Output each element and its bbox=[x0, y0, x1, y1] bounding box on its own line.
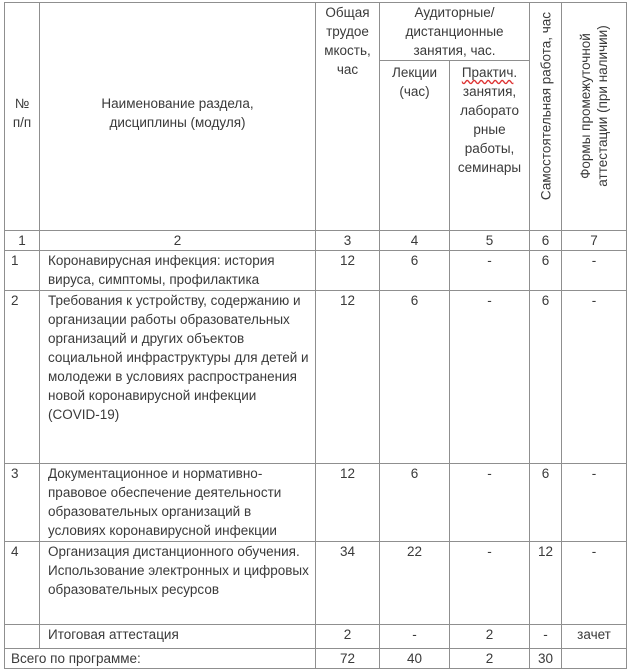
total-row: Всего по программе: 72 40 2 30 bbox=[5, 649, 627, 669]
header-selfwork: Самостоятельная работа, час bbox=[530, 3, 562, 231]
curriculum-table bbox=[4, 2, 627, 669]
header-lectures: Лекции (час) bbox=[380, 61, 450, 231]
column-numbers-row: 1 2 3 4 5 6 7 bbox=[5, 231, 627, 251]
header-num: № п/п bbox=[5, 3, 40, 231]
table-row: 2 Требования к устройству, содержанию и организации работы образовательных организаций и других объектов социальной инфраструктуры для детей и молодежи в условиях распространения новой коронавирусной инфекции (COVID-19) 12 6 - 6 - bbox=[5, 291, 627, 464]
header-forms: Формы промежуточной аттестации (при наличии) bbox=[562, 3, 627, 231]
table-row: 1 Коронавирусная инфекция: история вируса, симптомы, профилактика 12 6 - 6 - bbox=[5, 251, 627, 291]
header-total: Общая трудое мкость, час bbox=[316, 3, 380, 231]
header-practice: Практич. занятия, лаборато рные работы, семинары bbox=[450, 61, 530, 231]
header-auditory: Аудиторные/ дистанционные занятия, час. bbox=[380, 3, 530, 61]
table-row: 4 Организация дистанционного обучения. Использование электронных и цифровых образовательных ресурсов 34 22 - 12 - bbox=[5, 542, 627, 625]
table-row: Итоговая аттестация 2 - 2 - зачет bbox=[5, 625, 627, 649]
header-name: Наименование раздела, дисциплины (модуля) bbox=[40, 3, 316, 231]
table-row: 3 Документационное и нормативно-правовое обеспечение деятельности образовательных организаций в условиях коронавирусной инфекции 12 6 - 6 - bbox=[5, 464, 627, 542]
